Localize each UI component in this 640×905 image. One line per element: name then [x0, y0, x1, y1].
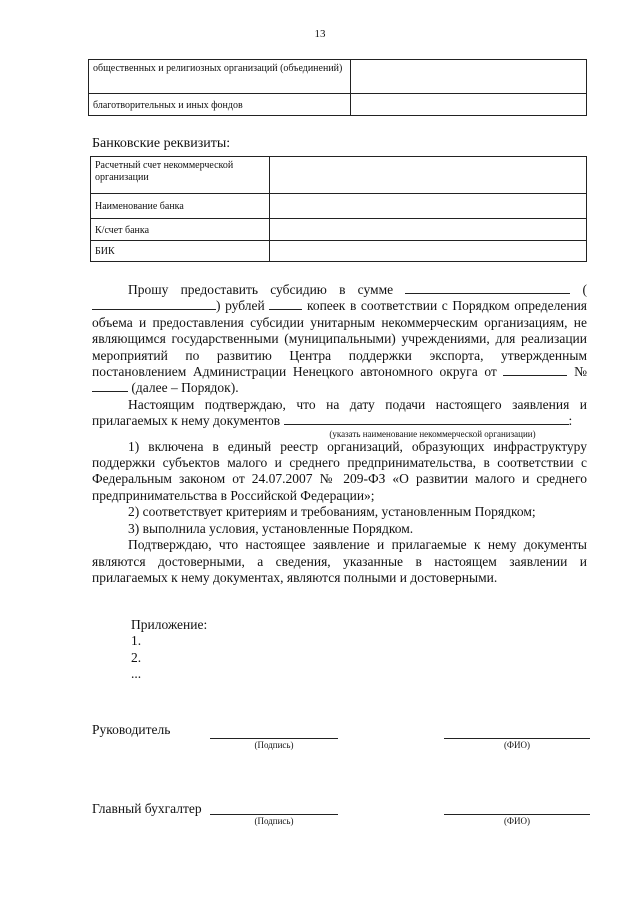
- name-caption: (ФИО): [503, 740, 531, 750]
- appendix: [131, 617, 207, 683]
- criteria-item-2: 2) соответствует критериям и требованиям, установленным Порядком;: [128, 504, 536, 520]
- accountant-label: Главный бухгалтер: [92, 801, 202, 816]
- decree-date-blank[interactable]: [503, 364, 567, 376]
- accountant-signature-line[interactable]: [210, 813, 338, 815]
- request-text: №: [574, 364, 587, 380]
- criteria-item-3: 3) выполнила условия, установленные Порядком.: [128, 520, 414, 536]
- decree-number-blank[interactable]: [92, 380, 128, 392]
- table-row: [91, 194, 587, 219]
- head-name-line[interactable]: [444, 737, 590, 739]
- request-text: (: [582, 282, 588, 297]
- confirmation-text: Настоящим подтверждаю, что на дату подачи настоящего заявления и прилагаемых к нему документов: [92, 396, 587, 429]
- organization-type-table: [88, 59, 587, 116]
- head-signature-line[interactable]: [210, 737, 338, 739]
- bank-row-label: БИК: [91, 241, 270, 262]
- confirmation-paragraph: [92, 397, 587, 439]
- bank-row-value[interactable]: [270, 194, 587, 219]
- name-caption: (ФИО): [503, 816, 531, 826]
- bank-row-value[interactable]: [270, 157, 587, 194]
- bank-details-table: [90, 156, 587, 262]
- request-text: (далее – Порядок).: [131, 380, 239, 396]
- subsidy-request-paragraph: [92, 282, 587, 397]
- table-row: [89, 60, 587, 94]
- signature-caption: (Подпись): [254, 740, 294, 750]
- org-type-label: общественных и религиозных организаций (объединений): [89, 60, 351, 94]
- organization-name-hint: (указать наименование некоммерческой организации): [329, 428, 536, 439]
- appendix-item: 2.: [131, 649, 142, 665]
- head-label: Руководитель: [92, 722, 171, 737]
- page-number: 13: [314, 28, 326, 40]
- bank-row-value[interactable]: [270, 241, 587, 262]
- table-row: [89, 94, 587, 116]
- amount-words-blank[interactable]: [92, 298, 216, 310]
- bank-row-label: Наименование банка: [91, 194, 270, 219]
- appendix-item: ...: [131, 666, 142, 682]
- org-type-value[interactable]: [351, 60, 587, 94]
- bank-row-label: Расчетный счет некоммерческой организации: [91, 157, 270, 194]
- criteria-item-1: 1) включена в единый реестр организаций, образующих инфраструктуру поддержки субъектов малого и среднего предпринимательства, в соответствии с Федеральным законом от 24.07.2007 № 209-ФЗ «О развитии малого и среднего предпринимательства в Российской Федерации»;: [92, 438, 587, 503]
- amount-blank[interactable]: [405, 282, 570, 294]
- table-row: [91, 241, 587, 262]
- application-body: [92, 282, 587, 586]
- bank-row-label: К/счет банка: [91, 219, 270, 241]
- appendix-item: 1.: [131, 633, 142, 649]
- request-text: копеек в соответствии с Порядком определения объема и предоставления субсидии унитарным некоммерческим организациям, не являющимся государственными (муниципальными) учреждениями, для реализации мероприятий по развитию Центра поддержки экспорта, утвержденным постановлением Администрации Ненецкого автономного округа от: [92, 298, 588, 380]
- accountant-name-line[interactable]: [444, 813, 590, 815]
- kopecks-blank[interactable]: [269, 298, 302, 310]
- bank-details-heading: Банковские реквизиты:: [92, 136, 231, 151]
- table-row: [91, 219, 587, 241]
- bank-row-value[interactable]: [270, 219, 587, 241]
- table-row: [91, 157, 587, 194]
- confirmation-text: :: [568, 413, 573, 429]
- signature-caption: (Подпись): [254, 816, 294, 826]
- appendix-title: Приложение:: [131, 617, 208, 632]
- request-text: ) рублей: [216, 298, 265, 314]
- org-type-value[interactable]: [351, 94, 587, 116]
- reliability-paragraph: Подтверждаю, что настоящее заявление и прилагаемые к нему документы являются достоверными, а сведения, указанные в настоящем заявлении и прилагаемых к нему документах, являются полными и достоверными.: [92, 537, 587, 585]
- org-type-label: благотворительных и иных фондов: [89, 94, 351, 116]
- organization-name-blank[interactable]: [284, 413, 569, 425]
- request-text: Прошу предоставить субсидию в сумме: [128, 282, 394, 297]
